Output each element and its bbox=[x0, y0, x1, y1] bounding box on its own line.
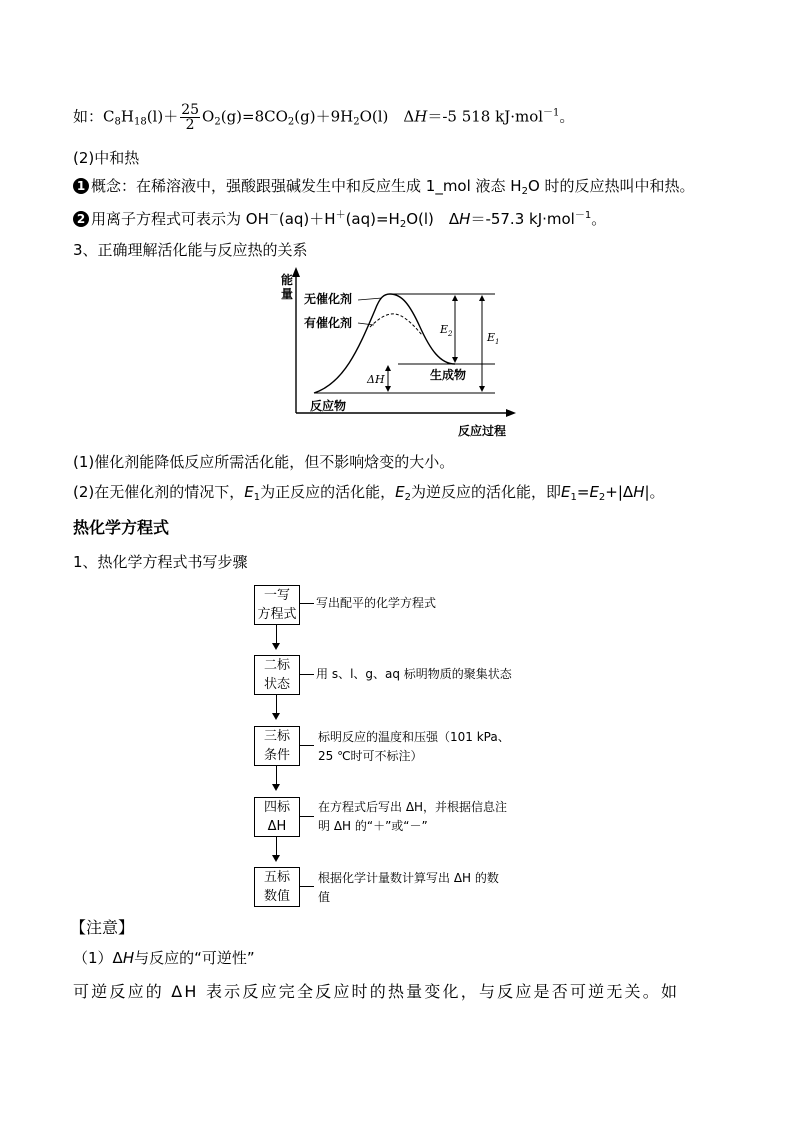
arrow-down-icon bbox=[272, 643, 280, 650]
circled-number-2: 2 bbox=[73, 211, 89, 227]
y-label-1: 能 bbox=[281, 273, 294, 287]
neutral-item-1: 1 概念：在稀溶液中，强酸跟强碱发生中和反应生成 1_mol 液态 $H_2O$ 时的反应热叫中和热。 bbox=[73, 176, 695, 202]
flow-box-1: 一写 方程式 bbox=[254, 585, 300, 625]
section3-title: 3、正确理解活化能与反应热的关系 bbox=[73, 241, 308, 259]
arrow-down-icon bbox=[272, 784, 280, 791]
arrow-down-icon bbox=[272, 713, 280, 720]
flow-text-5b: 值 bbox=[318, 890, 331, 904]
energy-diagram bbox=[270, 265, 530, 445]
attention-title: 【注意】 bbox=[70, 918, 135, 937]
circled-number-1: 1 bbox=[73, 178, 89, 194]
fraction-25-2: $\frac{25}{2}$ bbox=[181, 102, 200, 133]
flow-text-3a: 标明反应的温度和压强（101 kPa、 bbox=[318, 730, 510, 744]
label-e1: $E_1$ bbox=[487, 331, 500, 346]
flow-text-5a: 根据化学计量数计算写出 ΔH 的数 bbox=[318, 871, 499, 885]
attention-paragraph: 可逆反应的 ΔH 表示反应完全反应时的热量变化，与反应是否可逆无关。如 bbox=[73, 982, 680, 1001]
flow-text-4a: 在方程式后写出 ΔH，并根据信息注 bbox=[318, 800, 508, 814]
label-delta-h: ΔH bbox=[367, 373, 385, 386]
neutral-title: (2)中和热 bbox=[73, 149, 140, 167]
label-with-catalyst: 有催化剂 bbox=[304, 316, 353, 330]
label-e2: $E_2$ bbox=[440, 323, 453, 338]
label-reactant: 反应物 bbox=[310, 399, 347, 413]
with-catalyst-curve bbox=[370, 314, 422, 335]
steps-title: 1、热化学方程式书写步骤 bbox=[73, 553, 248, 571]
neutral-item-2: 2 用离子方程式可表示为 $OH^-(aq)+H^+(aq)=H_2O(l)$ ΔH＝-57.3 kJ·mol$^{-1}$。 bbox=[73, 206, 606, 235]
flow-text-3b: 25 ℃时可不标注） bbox=[318, 749, 423, 763]
flow-text-2: 用 s、l、g、aq 标明物质的聚集状态 bbox=[316, 667, 512, 681]
flow-box-2: 二标 状态 bbox=[254, 655, 300, 695]
label-x-axis: 反应过程 bbox=[458, 424, 507, 438]
arrow-down-icon bbox=[272, 855, 280, 862]
thermo-heading: 热化学方程式 bbox=[73, 518, 170, 537]
flow-box-5: 五标 数值 bbox=[254, 867, 300, 907]
note-1: (1)催化剂能降低反应所需活化能，但不影响焓变的大小。 bbox=[73, 453, 455, 471]
attention-sub-1: （1）ΔH与反应的“可逆性” bbox=[73, 949, 255, 967]
example-equation: 如：$C_8H_{18}(l)+$ $\frac{25}{2}$ $O_2(g)=8CO_2(g)+9H_2O(l)$ ΔH＝-5 518 kJ·mol$^{-1}$。 bbox=[73, 102, 575, 133]
y-label-2: 量 bbox=[281, 287, 294, 301]
flow-text-4b: 明 ΔH 的“＋”或“－” bbox=[318, 819, 428, 833]
flow-box-4: 四标 ΔH bbox=[254, 797, 300, 837]
x-axis-arrow bbox=[506, 409, 516, 417]
label-product: 生成物 bbox=[430, 368, 467, 382]
flow-box-3: 三标 条件 bbox=[254, 726, 300, 766]
flow-text-1: 写出配平的化学方程式 bbox=[316, 596, 437, 610]
note-2: (2)在无催化剂的情况下，$E_1$为正反应的活化能，$E_2$为逆反应的活化能，即$E_1=E_2+|\Delta H|$。 bbox=[73, 483, 665, 503]
y-axis-arrow bbox=[292, 267, 300, 277]
label-no-catalyst: 无催化剂 bbox=[304, 292, 353, 306]
